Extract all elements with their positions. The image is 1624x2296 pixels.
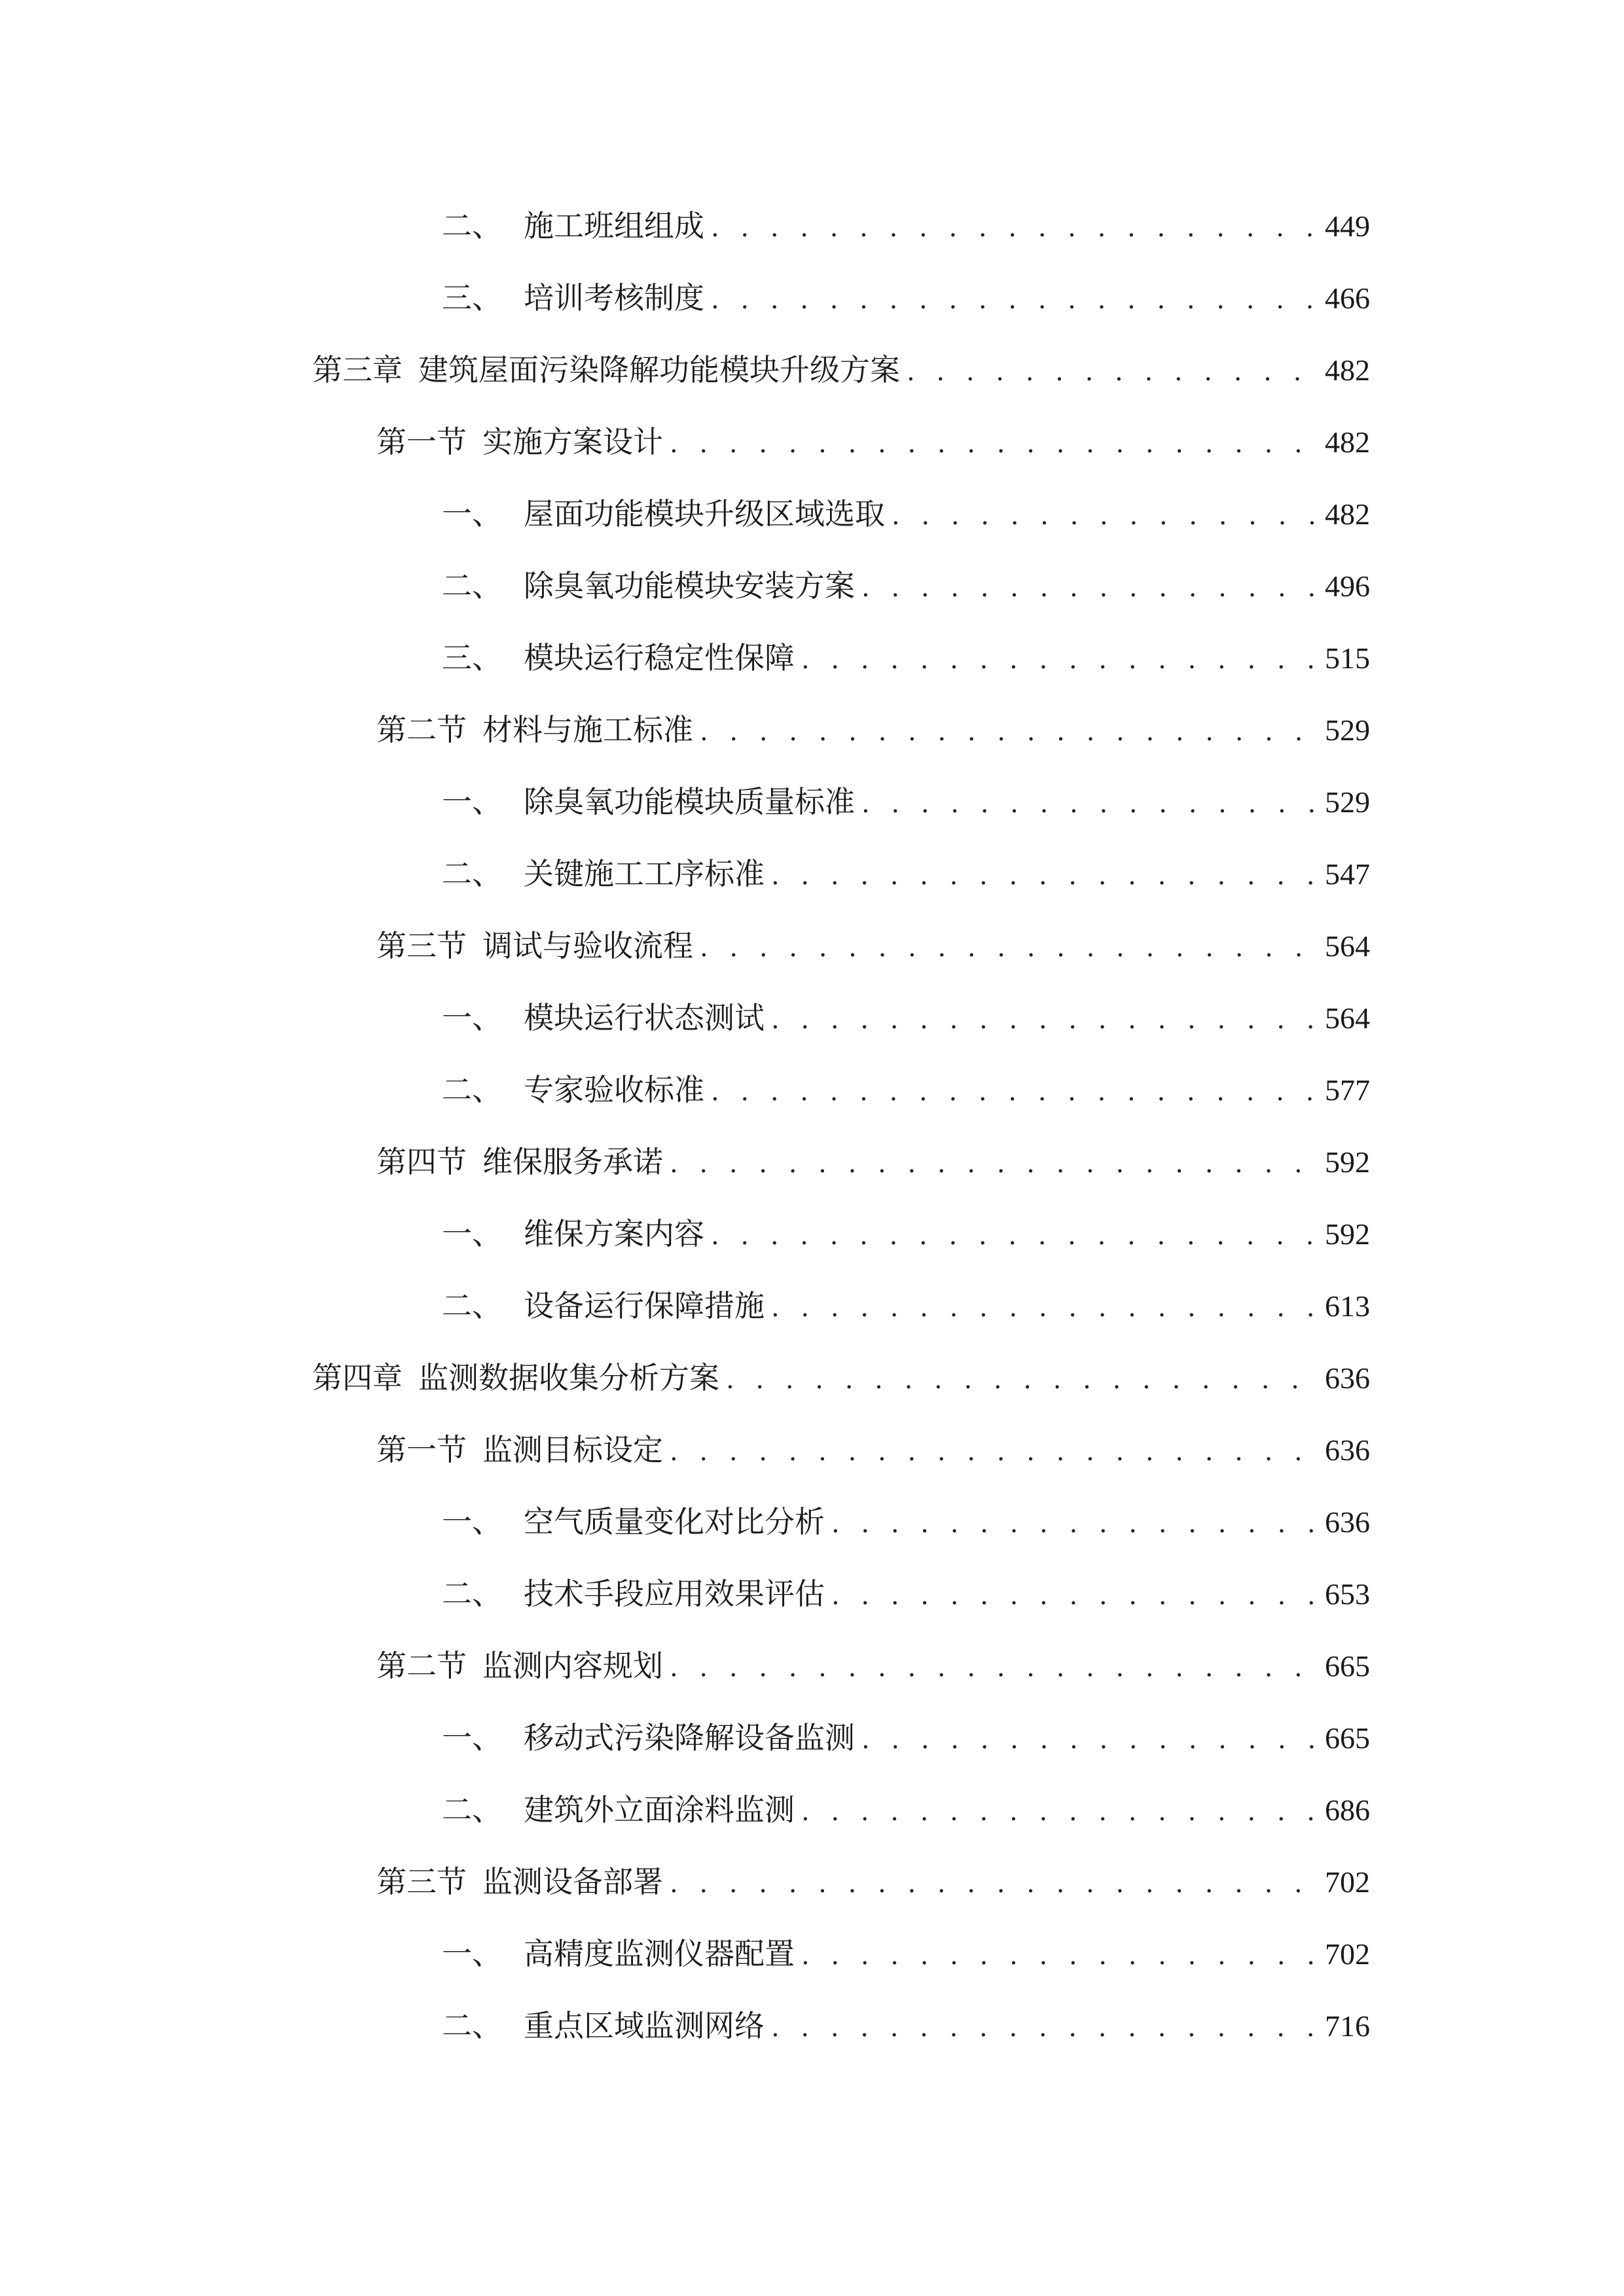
toc-entry[interactable] xyxy=(0,838,1624,910)
toc-section-page: 592 xyxy=(1325,1145,1370,1179)
toc-entry-number: 一、 xyxy=(442,1000,502,1035)
dot-leader xyxy=(670,1416,1316,1488)
toc-entry-page: 716 xyxy=(1325,2009,1370,2043)
toc-chapter-number: 第三章 xyxy=(312,352,403,387)
toc-section-number: 第三节 xyxy=(376,1864,467,1899)
toc-entry[interactable] xyxy=(0,1054,1624,1126)
toc-entry-number: 一、 xyxy=(442,496,502,531)
dot-leader xyxy=(711,1056,1316,1128)
dot-leader xyxy=(726,1344,1316,1416)
toc-entry-number: 三、 xyxy=(442,640,502,675)
toc-chapter[interactable] xyxy=(0,334,1624,406)
toc-section[interactable] xyxy=(0,910,1624,982)
toc-entry-page: 564 xyxy=(1325,1001,1370,1035)
dot-leader xyxy=(700,696,1316,768)
toc-entry-page: 529 xyxy=(1325,785,1370,819)
dot-leader xyxy=(861,1704,1316,1776)
toc-section-title: 监测设备部署 xyxy=(482,1864,663,1899)
toc-entry-number: 二、 xyxy=(442,1288,502,1323)
toc-entry-title: 除臭氧功能模块质量标准 xyxy=(524,784,855,819)
toc-entry-page: 702 xyxy=(1325,1937,1370,1971)
toc-section-title: 监测内容规划 xyxy=(482,1648,663,1683)
toc-section-page: 636 xyxy=(1325,1433,1370,1467)
dot-leader xyxy=(907,336,1316,408)
toc-section[interactable] xyxy=(0,1630,1624,1702)
dot-leader xyxy=(670,408,1316,480)
toc-entry-page: 613 xyxy=(1325,1289,1370,1323)
toc-entry-number: 二、 xyxy=(442,856,502,891)
toc-entry[interactable] xyxy=(0,1270,1624,1342)
toc-entry-title: 除臭氧功能模块安装方案 xyxy=(524,568,855,603)
dot-leader xyxy=(892,480,1316,552)
toc-section-title: 维保服务承诺 xyxy=(482,1144,663,1179)
toc-entry-page: 466 xyxy=(1325,281,1370,315)
toc-entry-title: 空气质量变化对比分析 xyxy=(524,1504,825,1539)
toc-section-number: 第二节 xyxy=(376,1648,467,1683)
dot-leader xyxy=(801,1776,1316,1848)
toc-entry-page: 653 xyxy=(1325,1577,1370,1611)
toc-entry-title: 模块运行稳定性保障 xyxy=(524,640,795,675)
toc-entry-number: 二、 xyxy=(442,568,502,603)
dot-leader xyxy=(831,1488,1316,1560)
toc-entry-title: 关键施工工序标准 xyxy=(524,856,765,891)
toc-entry[interactable] xyxy=(0,1702,1624,1774)
toc-entry[interactable] xyxy=(0,1486,1624,1558)
toc-entry-number: 一、 xyxy=(442,784,502,819)
toc-chapter-title: 建筑屋面污染降解功能模块升级方案 xyxy=(418,352,900,387)
toc-section-page: 529 xyxy=(1325,713,1370,747)
toc-chapter-page: 482 xyxy=(1325,353,1370,387)
toc-entry[interactable] xyxy=(0,1990,1624,2062)
toc-section-page: 665 xyxy=(1325,1649,1370,1683)
toc-entry[interactable] xyxy=(0,1558,1624,1630)
dot-leader xyxy=(861,768,1316,840)
toc-entry-page: 665 xyxy=(1325,1721,1370,1755)
toc-section-page: 482 xyxy=(1325,425,1370,459)
toc-section-title: 实施方案设计 xyxy=(482,424,663,459)
toc-chapter[interactable] xyxy=(0,1342,1624,1414)
toc-entry[interactable] xyxy=(0,766,1624,838)
toc-entry[interactable] xyxy=(0,262,1624,334)
toc-section-number: 第三节 xyxy=(376,928,467,963)
toc-entry-page: 547 xyxy=(1325,857,1370,891)
toc-entry-page: 686 xyxy=(1325,1793,1370,1827)
dot-leader xyxy=(771,1992,1316,2064)
toc-section-number: 第二节 xyxy=(376,712,467,747)
toc-section-title: 材料与施工标准 xyxy=(482,712,693,747)
toc-chapter-number: 第四章 xyxy=(312,1360,403,1395)
toc-entry-number: 二、 xyxy=(442,2008,502,2043)
toc-entry-page: 592 xyxy=(1325,1217,1370,1251)
toc-entry-page: 577 xyxy=(1325,1073,1370,1107)
table-of-contents xyxy=(0,190,1624,2062)
toc-section[interactable] xyxy=(0,1846,1624,1918)
toc-entry-number: 一、 xyxy=(442,1504,502,1539)
toc-entry-title: 设备运行保障措施 xyxy=(524,1288,765,1323)
toc-entry-number: 二、 xyxy=(442,1072,502,1107)
dot-leader xyxy=(801,1920,1316,1992)
toc-section-number: 第四节 xyxy=(376,1144,467,1179)
toc-entry-number: 二、 xyxy=(442,1792,502,1827)
toc-entry-title: 专家验收标准 xyxy=(524,1072,704,1107)
toc-chapter-title: 监测数据收集分析方案 xyxy=(418,1360,719,1395)
dot-leader xyxy=(711,192,1316,264)
dot-leader xyxy=(711,1200,1316,1272)
toc-entry-number: 二、 xyxy=(442,1576,502,1611)
toc-entry[interactable] xyxy=(0,1918,1624,1990)
toc-entry-number: 一、 xyxy=(442,1720,502,1755)
dot-leader xyxy=(670,1848,1316,1920)
toc-entry[interactable] xyxy=(0,550,1624,622)
toc-entry[interactable] xyxy=(0,190,1624,262)
toc-entry[interactable] xyxy=(0,622,1624,694)
toc-entry-page: 482 xyxy=(1325,497,1370,531)
dot-leader xyxy=(711,264,1316,336)
toc-entry-number: 一、 xyxy=(442,1936,502,1971)
dot-leader xyxy=(771,1272,1316,1344)
toc-entry-page: 515 xyxy=(1325,641,1370,675)
toc-section-title: 监测目标设定 xyxy=(482,1432,663,1467)
toc-section-number: 第一节 xyxy=(376,1432,467,1467)
toc-section-number: 第一节 xyxy=(376,424,467,459)
dot-leader xyxy=(771,840,1316,912)
toc-entry-title: 移动式污染降解设备监测 xyxy=(524,1720,855,1755)
toc-entry-title: 高精度监测仪器配置 xyxy=(524,1936,795,1971)
toc-entry[interactable] xyxy=(0,478,1624,550)
dot-leader xyxy=(670,1128,1316,1200)
toc-section[interactable] xyxy=(0,1414,1624,1486)
dot-leader xyxy=(670,1632,1316,1704)
toc-entry-title: 重点区域监测网络 xyxy=(524,2008,765,2043)
dot-leader xyxy=(861,552,1316,624)
toc-entry-title: 维保方案内容 xyxy=(524,1216,704,1251)
toc-section-title: 调试与验收流程 xyxy=(482,928,693,963)
dot-leader xyxy=(831,1560,1316,1632)
toc-entry-title: 技术手段应用效果评估 xyxy=(524,1576,825,1611)
toc-entry-title: 模块运行状态测试 xyxy=(524,1000,765,1035)
toc-entry-page: 636 xyxy=(1325,1505,1370,1539)
toc-entry-number: 三、 xyxy=(442,280,502,315)
toc-section-page: 564 xyxy=(1325,929,1370,963)
dot-leader xyxy=(700,912,1316,984)
toc-section[interactable] xyxy=(0,1126,1624,1198)
toc-entry-title: 建筑外立面涂料监测 xyxy=(524,1792,795,1827)
dot-leader xyxy=(771,984,1316,1056)
toc-entry-number: 一、 xyxy=(442,1216,502,1251)
toc-section-page: 702 xyxy=(1325,1865,1370,1899)
toc-entry-title: 施工班组组成 xyxy=(524,208,704,243)
toc-section[interactable] xyxy=(0,694,1624,766)
toc-chapter-page: 636 xyxy=(1325,1361,1370,1395)
toc-entry-page: 449 xyxy=(1325,209,1370,243)
toc-entry-title: 屋面功能模块升级区域选取 xyxy=(524,496,885,531)
toc-entry[interactable] xyxy=(0,1774,1624,1846)
toc-entry-number: 二、 xyxy=(442,208,502,243)
toc-entry[interactable] xyxy=(0,1198,1624,1270)
dot-leader xyxy=(801,624,1316,696)
toc-section[interactable] xyxy=(0,406,1624,478)
toc-entry-title: 培训考核制度 xyxy=(524,280,704,315)
toc-entry[interactable] xyxy=(0,982,1624,1054)
toc-entry-page: 496 xyxy=(1325,569,1370,603)
